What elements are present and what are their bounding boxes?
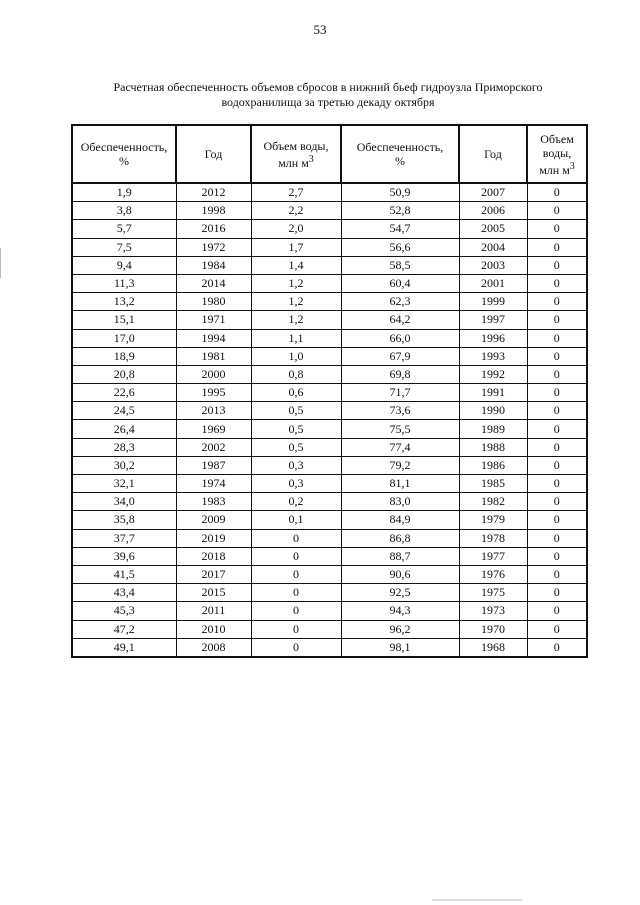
- table-cell: 2010: [176, 620, 251, 638]
- table-cell: 92,5: [341, 584, 459, 602]
- title-line-2: водохранилища за третью декаду октября: [221, 95, 435, 109]
- table-cell: 73,6: [341, 402, 459, 420]
- table-cell: 1975: [459, 584, 527, 602]
- table-cell: 2005: [459, 220, 527, 238]
- table-cell: 20,8: [72, 365, 176, 383]
- table-cell: 2006: [459, 202, 527, 220]
- table-row: [72, 347, 587, 365]
- table-cell: 1988: [459, 438, 527, 456]
- scan-mark: [432, 899, 522, 901]
- table-cell: 2011: [176, 602, 251, 620]
- table-cell: 0,5: [251, 438, 341, 456]
- table-cell: 1971: [176, 311, 251, 329]
- table-cell: 1,0: [251, 347, 341, 365]
- table-row: [72, 438, 587, 456]
- table-cell: 1980: [176, 293, 251, 311]
- table-row: [72, 565, 587, 583]
- table-cell: 98,1: [341, 638, 459, 657]
- table-cell: 77,4: [341, 438, 459, 456]
- table-cell: 56,6: [341, 238, 459, 256]
- header-volume-right: Объем воды, млн $м^3$: [527, 125, 587, 183]
- table-cell: 0: [251, 584, 341, 602]
- table-cell: 54,7: [341, 220, 459, 238]
- table-cell: 0: [527, 274, 587, 292]
- table-cell: 28,3: [72, 438, 176, 456]
- table-cell: 0,5: [251, 402, 341, 420]
- table-cell: 15,1: [72, 311, 176, 329]
- table-cell: 1976: [459, 565, 527, 583]
- table-cell: 39,6: [72, 547, 176, 565]
- table-cell: 84,9: [341, 511, 459, 529]
- table-cell: 1973: [459, 602, 527, 620]
- table-cell: 1977: [459, 547, 527, 565]
- table-cell: 0: [527, 475, 587, 493]
- table-cell: 13,2: [72, 293, 176, 311]
- table-cell: 43,4: [72, 584, 176, 602]
- table-cell: 0: [251, 602, 341, 620]
- table-cell: 2002: [176, 438, 251, 456]
- table-cell: 9,4: [72, 256, 176, 274]
- table-row: [72, 475, 587, 493]
- table-cell: 1996: [459, 329, 527, 347]
- table-cell: 34,0: [72, 493, 176, 511]
- table-cell: 66,0: [341, 329, 459, 347]
- table-cell: 41,5: [72, 565, 176, 583]
- table-cell: 2004: [459, 238, 527, 256]
- table-cell: 2,0: [251, 220, 341, 238]
- table-row: [72, 493, 587, 511]
- table-row: [72, 529, 587, 547]
- table-cell: 2000: [176, 365, 251, 383]
- table-cell: 71,7: [341, 384, 459, 402]
- table-row: [72, 220, 587, 238]
- table-cell: 2008: [176, 638, 251, 657]
- table-cell: 1,2: [251, 293, 341, 311]
- table-cell: 24,5: [72, 402, 176, 420]
- table-cell: 3,8: [72, 202, 176, 220]
- table-cell: 0: [527, 420, 587, 438]
- table-cell: 32,1: [72, 475, 176, 493]
- table-cell: 2,7: [251, 183, 341, 202]
- table-cell: 1986: [459, 456, 527, 474]
- table-cell: 0: [527, 365, 587, 383]
- table-cell: 96,2: [341, 620, 459, 638]
- table-cell: 2018: [176, 547, 251, 565]
- table-cell: 0: [251, 638, 341, 657]
- table-row: [72, 584, 587, 602]
- table-title: [60, 80, 596, 110]
- table-cell: 30,2: [72, 456, 176, 474]
- table-cell: 0: [527, 256, 587, 274]
- table-cell: 0: [527, 384, 587, 402]
- table-cell: 2001: [459, 274, 527, 292]
- table-cell: 49,1: [72, 638, 176, 657]
- table-row: [72, 293, 587, 311]
- margin-mark: [0, 248, 1, 278]
- table-cell: 0: [251, 565, 341, 583]
- table-cell: 81,1: [341, 475, 459, 493]
- table-cell: 90,6: [341, 565, 459, 583]
- table-row: [72, 238, 587, 256]
- table-cell: 1974: [176, 475, 251, 493]
- table-cell: 1,9: [72, 183, 176, 202]
- table-body: [72, 183, 587, 657]
- table-cell: 2007: [459, 183, 527, 202]
- table-cell: 1994: [176, 329, 251, 347]
- table-cell: 0: [251, 547, 341, 565]
- table-cell: 47,2: [72, 620, 176, 638]
- table-cell: 0: [251, 529, 341, 547]
- table-row: [72, 311, 587, 329]
- table-row: [72, 365, 587, 383]
- table-cell: 0: [527, 293, 587, 311]
- table-cell: 2017: [176, 565, 251, 583]
- header-year-left: Год: [176, 125, 251, 183]
- table-cell: 86,8: [341, 529, 459, 547]
- table-cell: 1981: [176, 347, 251, 365]
- table-cell: 1,1: [251, 329, 341, 347]
- table-cell: 45,3: [72, 602, 176, 620]
- header-row: [72, 125, 587, 183]
- table-cell: 1985: [459, 475, 527, 493]
- table-cell: 83,0: [341, 493, 459, 511]
- table-cell: 22,6: [72, 384, 176, 402]
- table-cell: 0: [527, 602, 587, 620]
- table-cell: 1978: [459, 529, 527, 547]
- table-cell: 0: [527, 311, 587, 329]
- table-cell: 26,4: [72, 420, 176, 438]
- table-cell: 1982: [459, 493, 527, 511]
- table-cell: 2012: [176, 183, 251, 202]
- table-cell: 2019: [176, 529, 251, 547]
- table-cell: 0: [527, 565, 587, 583]
- table-row: [72, 202, 587, 220]
- table-cell: 0: [527, 347, 587, 365]
- table-cell: 0: [527, 202, 587, 220]
- table-cell: 64,2: [341, 311, 459, 329]
- table-cell: 0: [527, 438, 587, 456]
- table-cell: 0,1: [251, 511, 341, 529]
- table-cell: 2009: [176, 511, 251, 529]
- table-cell: 0: [527, 584, 587, 602]
- table-cell: 79,2: [341, 456, 459, 474]
- table-cell: 0: [527, 620, 587, 638]
- table-row: [72, 183, 587, 202]
- table-cell: 1984: [176, 256, 251, 274]
- table-cell: 0: [527, 402, 587, 420]
- table-row: [72, 420, 587, 438]
- table-cell: 67,9: [341, 347, 459, 365]
- table-cell: 17,0: [72, 329, 176, 347]
- table-row: [72, 402, 587, 420]
- table-row: [72, 256, 587, 274]
- table-cell: 35,8: [72, 511, 176, 529]
- table-cell: 1,7: [251, 238, 341, 256]
- table-cell: 52,8: [341, 202, 459, 220]
- table-cell: 50,9: [341, 183, 459, 202]
- table-cell: 2003: [459, 256, 527, 274]
- table-cell: 0,5: [251, 420, 341, 438]
- table-cell: 0: [527, 456, 587, 474]
- table-cell: 1983: [176, 493, 251, 511]
- probability-table: [71, 124, 588, 658]
- table-cell: 0,6: [251, 384, 341, 402]
- table-row: [72, 511, 587, 529]
- table-cell: 1979: [459, 511, 527, 529]
- table-cell: 0,8: [251, 365, 341, 383]
- table-cell: 1969: [176, 420, 251, 438]
- table-cell: 88,7: [341, 547, 459, 565]
- header-volume-left: Объем воды, млн $м^3$: [251, 125, 341, 183]
- table-cell: 1,4: [251, 256, 341, 274]
- table-row: [72, 384, 587, 402]
- header-probability-right: Обеспеченность, %: [341, 125, 459, 183]
- table-row: [72, 638, 587, 657]
- table-cell: 1990: [459, 402, 527, 420]
- table-cell: 60,4: [341, 274, 459, 292]
- table-cell: 1,2: [251, 311, 341, 329]
- table-cell: 1968: [459, 638, 527, 657]
- table-cell: 7,5: [72, 238, 176, 256]
- table-cell: 0: [527, 529, 587, 547]
- table-row: [72, 602, 587, 620]
- table-cell: 1991: [459, 384, 527, 402]
- table-cell: 2013: [176, 402, 251, 420]
- table-cell: 0: [527, 329, 587, 347]
- table-cell: 0,2: [251, 493, 341, 511]
- table-cell: 0: [527, 547, 587, 565]
- header-probability-left: Обеспеченность, %: [72, 125, 176, 183]
- table-cell: 1998: [176, 202, 251, 220]
- table-cell: 58,5: [341, 256, 459, 274]
- table-cell: 0,3: [251, 475, 341, 493]
- table-cell: 62,3: [341, 293, 459, 311]
- table-row: [72, 456, 587, 474]
- table-cell: 0: [527, 220, 587, 238]
- table-cell: 1989: [459, 420, 527, 438]
- table-cell: 0: [527, 238, 587, 256]
- table-cell: 11,3: [72, 274, 176, 292]
- table-cell: 1,2: [251, 274, 341, 292]
- table-cell: 18,9: [72, 347, 176, 365]
- table-row: [72, 547, 587, 565]
- table-cell: 1987: [176, 456, 251, 474]
- table-cell: 5,7: [72, 220, 176, 238]
- table-cell: 94,3: [341, 602, 459, 620]
- table-cell: 1997: [459, 311, 527, 329]
- table-cell: 1993: [459, 347, 527, 365]
- table-cell: 2014: [176, 274, 251, 292]
- table-cell: 1992: [459, 365, 527, 383]
- table-cell: 2,2: [251, 202, 341, 220]
- table-cell: 1999: [459, 293, 527, 311]
- table-cell: 0: [527, 493, 587, 511]
- page-number: 53: [313, 22, 327, 37]
- table-cell: 0: [251, 620, 341, 638]
- table-cell: 69,8: [341, 365, 459, 383]
- table-cell: 75,5: [341, 420, 459, 438]
- table-cell: 37,7: [72, 529, 176, 547]
- header-year-right: Год: [459, 125, 527, 183]
- table-cell: 0: [527, 183, 587, 202]
- table-cell: 1995: [176, 384, 251, 402]
- table-cell: 2015: [176, 584, 251, 602]
- table-cell: 1970: [459, 620, 527, 638]
- table-cell: 0,3: [251, 456, 341, 474]
- table-cell: 0: [527, 638, 587, 657]
- table-row: [72, 274, 587, 292]
- table-row: [72, 620, 587, 638]
- table-cell: 2016: [176, 220, 251, 238]
- table-cell: 0: [527, 511, 587, 529]
- table-cell: 1972: [176, 238, 251, 256]
- title-line-1: Расчетная обеспеченность объемов сбросов в нижний бьеф гидроузла Приморского: [113, 80, 543, 94]
- table-row: [72, 329, 587, 347]
